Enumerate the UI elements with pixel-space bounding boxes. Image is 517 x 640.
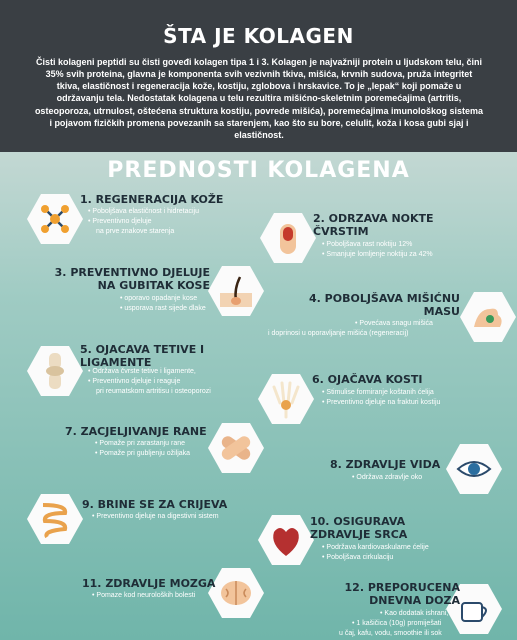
- benefit-1-line-2: • Preventivno djeluje: [88, 218, 152, 225]
- benefit-1-title: 1. REGENERACIJA KOŽE: [80, 193, 224, 206]
- benefit-1-line-3: na prve znakove starenja: [96, 228, 175, 235]
- benefit-7-line-2: • Pomaže pri gubljenju ožiljaka: [95, 450, 191, 457]
- benefit-4-line-2: i doprinosi u oporavljanje mišića (regeneracij): [268, 330, 409, 337]
- benefit-10-line-1: • Podržava kardiovaskularne ćelije: [322, 544, 429, 551]
- benefit-2-line-1: • Poboljšava rast noktiju 12%: [322, 241, 413, 248]
- intro-panel: [0, 0, 517, 152]
- benefit-3-title: 3. PREVENTIVNO DJELUJE NA GUBITAK KOSE: [54, 266, 210, 293]
- benefit-3-line-1: • oporavo opadanje kose: [120, 295, 198, 302]
- benefit-6-title: 6. OJAČAVA KOSTI: [312, 373, 423, 386]
- benefit-10-title: 10. OSIGURAVA ZDRAVLJE SRCA: [310, 515, 408, 542]
- benefit-2-line-2: • Smanjuje lomljenje noktiju za 42%: [322, 251, 433, 258]
- benefit-5-line-1: • Održava čvrste tetive i ligamente,: [88, 368, 196, 375]
- benefit-4-title: 4. POBOLJŠAVA MIŠIĆNU MASU: [309, 292, 460, 319]
- benefit-5-title: 5. OJACAVA TETIVE I LIGAMENTE: [80, 343, 205, 370]
- benefit-6-line-2: • Preventivno djeluje na frakturi kostiju: [322, 399, 441, 406]
- page-title: ŠTA JE KOLAGEN: [163, 24, 354, 48]
- benefit-8-line-1: • Održava zdravlje oko: [352, 474, 423, 481]
- benefit-5-line-3: pri reumatskom artritisu i osteoporozi: [96, 388, 211, 395]
- benefit-7-title: 7. ZACJELJIVANJE RANE: [65, 425, 207, 438]
- benefit-4-line-1: • Povećava snagu mišića: [355, 320, 433, 327]
- benefit-12-line-2: • 1 kašičica (10g) promiješati: [352, 620, 442, 627]
- benefit-11-line-1: • Pomaze kod neuroloških bolesti: [92, 592, 196, 599]
- benefit-7-line-1: • Pomaže pri zarastanju rane: [95, 440, 185, 447]
- benefit-12-line-1: • Kao dodatak ishrani,: [380, 610, 449, 617]
- intro-paragraph: Čisti kolageni peptidi su čisti goveđi kolagen tipa 1 i 3. Kolagen je najvažniji protein u ljudskom telu, čini 35% svih proteina, glavna je komponenta svih vezivnih tkiva, mišića, krvnih sudova, pruža integritet tkiva, elastičnost i regeneracija kože, kostiju, zglobova i hrskavice. To je „lepak“ koji pomaže u održavanju tela. Nedostatak kolagena u telu rezultira mišićno-skeletnim poremećajima (artritis, osteoporoza, utrnulost, oštećena struktura kostiju, povrede mišića), poremećajima imunološkog sistema i pojavom fizičkih promena povezanih sa starenjem, kao što su bore, celulit, koža i kosa gubi sjaj i elastičnost.: [34, 57, 484, 140]
- benefit-12-line-3: u čaj, kafu, vodu, smoothie ili sok: [339, 630, 442, 637]
- benefit-9-title: 9. BRINE SE ZA CRIJEVA: [82, 498, 228, 511]
- benefit-3-line-2: • usporava rast sijede dlake: [120, 305, 206, 312]
- benefit-5-line-2: • Preventivno djeluje i reaguje: [88, 378, 181, 385]
- benefit-6-line-1: • Stimulise formiranje koštanih ćelija: [322, 389, 434, 396]
- benefit-10-line-2: • Poboljšava cirkulaciju: [322, 554, 394, 561]
- benefit-9-line-1: • Preventivno djeluje na digestivni sistem: [92, 513, 219, 520]
- benefit-8-title: 8. ZDRAVLJE VIDA: [330, 458, 441, 471]
- benefit-12-title: 12. PREPORUCENA DNEVNA DOZA: [344, 581, 460, 608]
- benefit-11-title: 11. ZDRAVLJE MOZGA: [82, 577, 216, 590]
- benefit-1-line-1: • Poboljšava elastičnost i hidretaciju: [88, 208, 200, 215]
- benefit-2-title: 2. ODRZAVA NOKTE ČVRSTIM: [313, 212, 434, 239]
- section-title: PREDNOSTI KOLAGENA: [107, 158, 410, 183]
